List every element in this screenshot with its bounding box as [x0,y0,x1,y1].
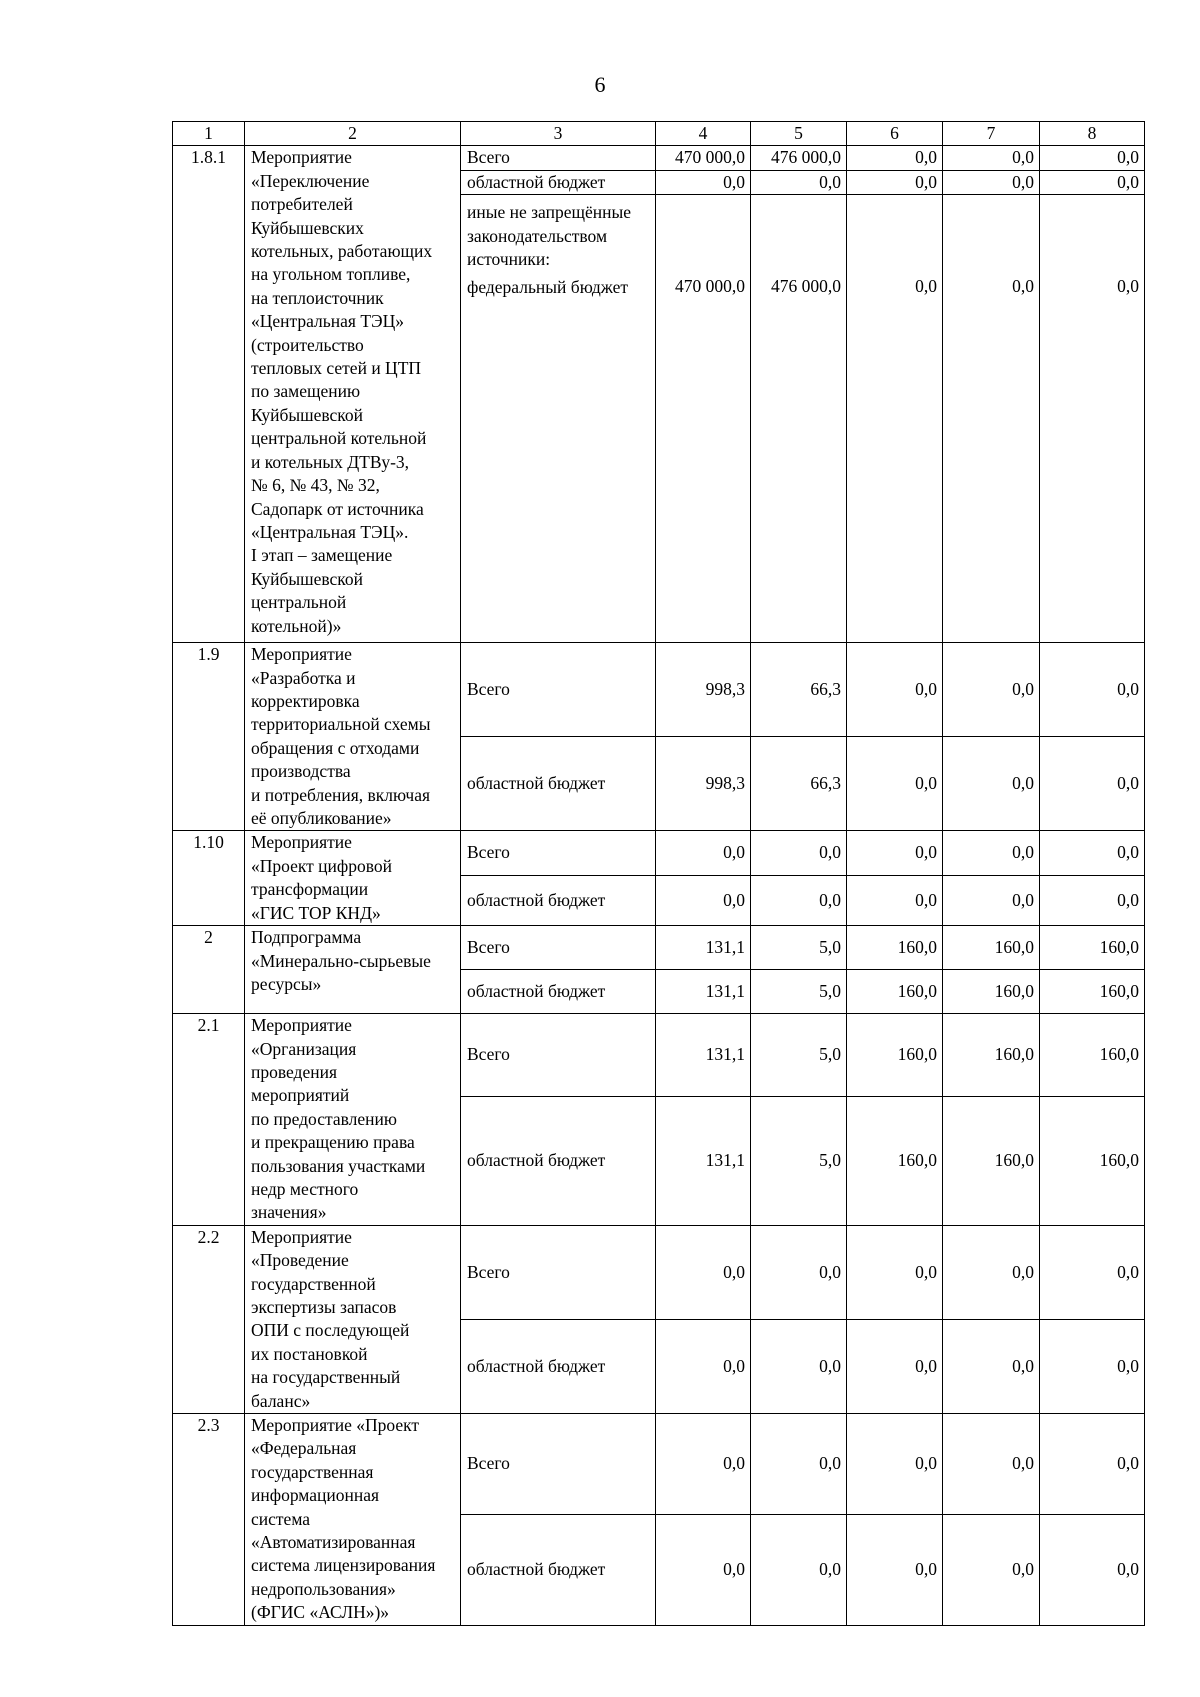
source-cell: Всего [461,831,656,875]
value-cell: 0,0 [656,1514,751,1625]
value-cell: 0,0 [847,1414,943,1515]
header-row [173,122,1145,146]
value-cell: 131,1 [656,970,751,1014]
value-cell: 476 000,0 [751,195,847,643]
value-cell: 66,3 [751,737,847,831]
value-cell: 160,0 [847,1014,943,1097]
value-cell: 0,0 [751,875,847,925]
page-number: 6 [594,72,606,97]
row-title: Мероприятие «Организация проведения мероприятий по предоставлению и прекращению права пользования участками недр местного значения» [245,1014,461,1226]
value-cell: 0,0 [943,1225,1040,1319]
value-cell: 5,0 [751,926,847,970]
value-cell: 160,0 [847,970,943,1014]
row-number: 1.10 [173,831,245,926]
source-cell: областной бюджет [461,170,656,194]
row-title: Подпрограмма «Минерально-сырьевые ресурсы» [245,926,461,1014]
value-cell: 0,0 [847,1319,943,1413]
row-number: 2 [173,926,245,1014]
value-cell: 0,0 [751,1225,847,1319]
value-cell: 160,0 [943,926,1040,970]
value-cell: 0,0 [847,1225,943,1319]
value-cell: 0,0 [1040,1514,1145,1625]
value-cell: 476 000,0 [751,146,847,170]
source-cell: Всего [461,146,656,170]
value-cell: 0,0 [943,195,1040,643]
funding-table [172,121,1145,1626]
value-cell: 0,0 [1040,643,1145,737]
value-cell: 160,0 [943,1096,1040,1225]
value-cell: 0,0 [751,1414,847,1515]
source-cell: областной бюджет [461,970,656,1014]
value-cell: 131,1 [656,926,751,970]
value-cell: 0,0 [847,1514,943,1625]
row-title: Мероприятие «Проект «Федеральная государственная информационная система «Автоматизированная система лицензирования недропользования» (ФГИС «АСЛН»)» [245,1414,461,1626]
value-cell: 0,0 [656,1319,751,1413]
header-cell: 6 [847,122,943,146]
source-cell: Всего [461,1225,656,1319]
header-cell: 7 [943,122,1040,146]
header-cell: 8 [1040,122,1145,146]
value-cell: 160,0 [943,970,1040,1014]
source-cell: областной бюджет [461,1096,656,1225]
value-cell: 0,0 [847,875,943,925]
value-cell: 0,0 [847,737,943,831]
value-cell: 470 000,0 [656,195,751,643]
value-cell: 470 000,0 [656,146,751,170]
value-cell: 160,0 [847,1096,943,1225]
header-cell: 2 [245,122,461,146]
source-subitem: федеральный бюджет [467,277,629,298]
source-cell: областной бюджет [461,1319,656,1413]
value-cell: 0,0 [943,1319,1040,1413]
value-cell: 0,0 [751,1319,847,1413]
value-cell: 66,3 [751,643,847,737]
value-cell: 0,0 [751,1514,847,1625]
value-cell: 0,0 [1040,831,1145,875]
source-cell: Всего [461,926,656,970]
table-row [173,1225,1145,1319]
row-number: 2.1 [173,1014,245,1226]
source-cell: областной бюджет [461,737,656,831]
value-cell: 5,0 [751,1096,847,1225]
value-cell: 160,0 [943,1014,1040,1097]
value-cell: 0,0 [1040,170,1145,194]
row-title: Мероприятие «Проведение государственной экспертизы запасов ОПИ с последующей их постановкой на государственный баланс» [245,1225,461,1413]
value-cell: 160,0 [1040,1096,1145,1225]
row-title: Мероприятие «Разработка и корректировка территориальной схемы обращения с отходами производства и потребления, включая её опубликование» [245,643,461,831]
value-cell: 5,0 [751,970,847,1014]
value-cell: 0,0 [943,1514,1040,1625]
value-cell: 0,0 [943,643,1040,737]
value-cell: 0,0 [656,170,751,194]
table-row [173,1414,1145,1515]
value-cell: 998,3 [656,643,751,737]
value-cell: 0,0 [943,737,1040,831]
source-cell: Всего [461,643,656,737]
header-cell: 5 [751,122,847,146]
value-cell: 0,0 [1040,737,1145,831]
value-cell: 0,0 [847,643,943,737]
row-number: 1.8.1 [173,146,245,643]
source-note: иные не запрещённые законодательством источники: [467,202,631,270]
source-cell: Всего [461,1014,656,1097]
row-title: Мероприятие «Проект цифровой трансформации «ГИС ТОР КНД» [245,831,461,926]
table-row [173,831,1145,875]
value-cell: 160,0 [1040,970,1145,1014]
value-cell: 0,0 [847,195,943,643]
value-cell: 0,0 [943,831,1040,875]
table-row [173,926,1145,970]
value-cell: 998,3 [656,737,751,831]
value-cell: 0,0 [1040,875,1145,925]
row-title: Мероприятие «Переключение потребителей Куйбышевских котельных, работающих на угольном топливе, на теплоисточник «Центральная ТЭЦ» (строительство тепловых сетей и ЦТП по замещению Куйбышевской центральной котельной и котельных ДТВу-3, № 6, № 43, № 32, Садопарк от источника «Центральная ТЭЦ». I этап – замещение Куйбышевской центральной котельной)» [245,146,461,643]
value-cell: 0,0 [1040,146,1145,170]
source-cell: Всего [461,1414,656,1515]
table-row [173,643,1145,737]
value-cell: 131,1 [656,1096,751,1225]
value-cell: 0,0 [656,1225,751,1319]
value-cell: 0,0 [943,146,1040,170]
value-cell: 0,0 [656,1414,751,1515]
value-cell: 0,0 [656,831,751,875]
header-cell: 1 [173,122,245,146]
value-cell: 0,0 [943,170,1040,194]
value-cell: 0,0 [751,170,847,194]
table-row [173,1014,1145,1097]
value-cell: 0,0 [1040,1319,1145,1413]
table-row [173,146,1145,170]
source-cell: областной бюджет [461,875,656,925]
value-cell: 0,0 [1040,1414,1145,1515]
value-cell: 131,1 [656,1014,751,1097]
source-cell [461,195,656,643]
value-cell: 0,0 [943,875,1040,925]
row-number: 2.3 [173,1414,245,1626]
value-cell: 0,0 [847,831,943,875]
header-cell: 3 [461,122,656,146]
value-cell: 0,0 [847,170,943,194]
row-number: 1.9 [173,643,245,831]
value-cell: 5,0 [751,1014,847,1097]
value-cell: 0,0 [847,146,943,170]
row-number: 2.2 [173,1225,245,1413]
value-cell: 0,0 [1040,195,1145,643]
value-cell: 0,0 [943,1414,1040,1515]
header-cell: 4 [656,122,751,146]
value-cell: 0,0 [656,875,751,925]
value-cell: 0,0 [1040,1225,1145,1319]
value-cell: 0,0 [751,831,847,875]
source-cell: областной бюджет [461,1514,656,1625]
value-cell: 160,0 [1040,926,1145,970]
value-cell: 160,0 [847,926,943,970]
value-cell: 160,0 [1040,1014,1145,1097]
